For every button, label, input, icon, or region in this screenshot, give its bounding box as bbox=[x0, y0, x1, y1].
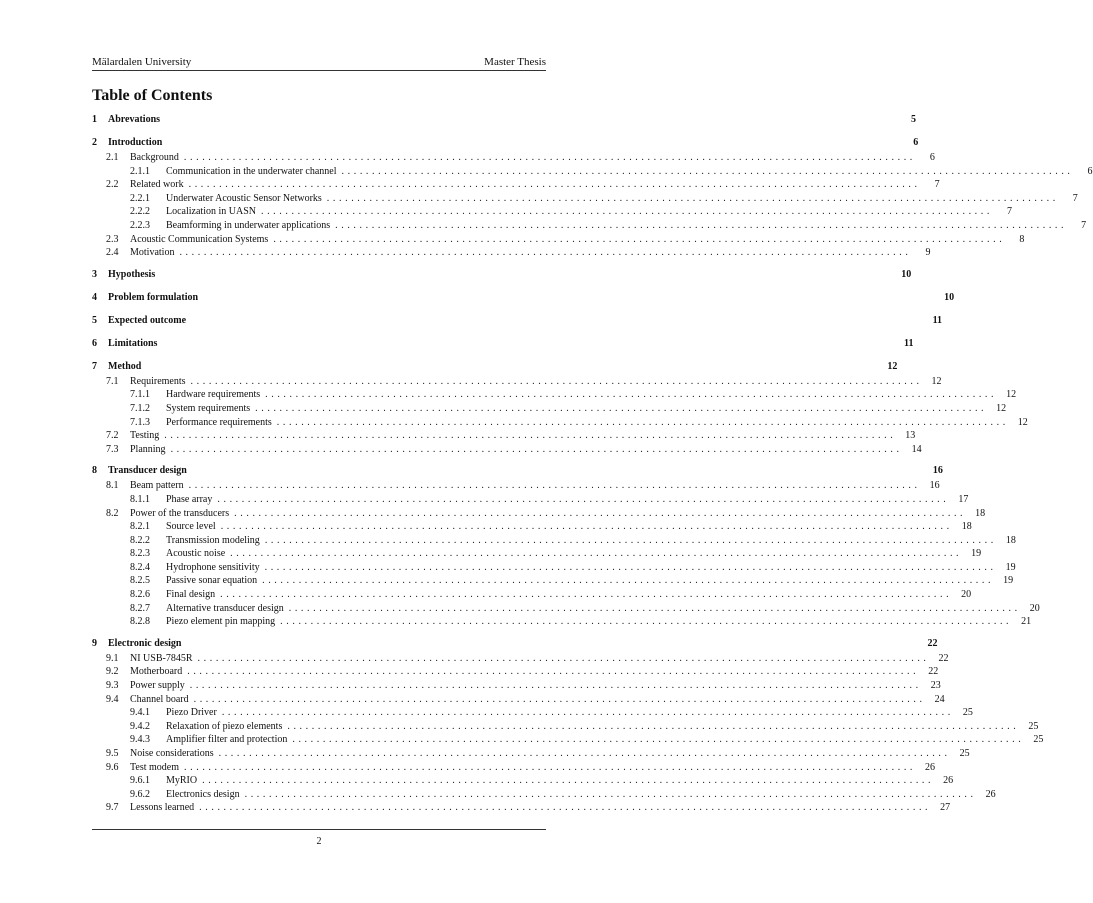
toc-entry-title: Introduction bbox=[108, 137, 163, 148]
toc-entry-number: 9.4 bbox=[106, 693, 119, 705]
toc-subsection[interactable] bbox=[92, 443, 922, 457]
toc-section[interactable] bbox=[92, 112, 917, 128]
toc-entry-number: 8.2.3 bbox=[130, 548, 150, 560]
toc-entry-number: 2.1 bbox=[106, 152, 119, 163]
toc-entry-title: Localization in UASN bbox=[166, 206, 256, 218]
toc-entry-title: Hardware requirements bbox=[166, 389, 261, 401]
toc-entry-title: Electronics design bbox=[166, 788, 240, 800]
dot-leader: ........................................................................................................................ bbox=[170, 443, 903, 455]
toc-subsubsection[interactable] bbox=[92, 192, 1078, 206]
toc-entry-page: 26 bbox=[985, 788, 996, 800]
dot-leader: ........................................................................................................................ bbox=[188, 480, 921, 492]
toc-entry-title: Transducer design bbox=[108, 465, 187, 477]
toc-entry-page: 22 bbox=[928, 666, 939, 678]
toc-subsection[interactable] bbox=[92, 747, 970, 761]
toc-entry-title: Test modem bbox=[130, 761, 180, 773]
toc-entry-page: 22 bbox=[938, 652, 949, 664]
toc-subsubsection[interactable] bbox=[92, 720, 1039, 734]
dot-leader: ........................................................................................................................ bbox=[260, 206, 993, 218]
toc-entry-title: System requirements bbox=[166, 402, 251, 414]
toc-entry-page: 13 bbox=[905, 430, 916, 442]
dot-leader: ........................................................................................................................ bbox=[188, 179, 921, 191]
toc-entry-page: 5 bbox=[911, 114, 917, 125]
toc-entry-title: Communication in the underwater channel bbox=[166, 165, 337, 177]
dot-leader: ........................................................................................................................ bbox=[264, 561, 997, 573]
toc-entry-page: 18 bbox=[975, 507, 986, 519]
toc-subsubsection[interactable] bbox=[92, 602, 1040, 616]
dot-leader: ........................................................................................................................ bbox=[217, 493, 950, 505]
toc-entry-page: 12 bbox=[1006, 389, 1017, 401]
toc-entry-page: 16 bbox=[932, 465, 943, 477]
toc-subsubsection[interactable] bbox=[92, 561, 1016, 575]
toc-entry-title: Passive sonar equation bbox=[166, 575, 258, 587]
toc-entry-page: 11 bbox=[932, 314, 943, 326]
toc-entry-title: Background bbox=[130, 152, 179, 163]
dot-leader: ........................................................................................................................ bbox=[234, 507, 967, 519]
toc-entry-number: 9.5 bbox=[106, 748, 119, 759]
toc-entry-number: 3 bbox=[92, 268, 97, 280]
toc-entry-title: Electronic design bbox=[108, 637, 182, 649]
dot-leader: ........................................................................................................................ bbox=[341, 165, 1074, 177]
toc-entry-page: 12 bbox=[996, 402, 1007, 414]
toc-subsubsection[interactable] bbox=[92, 774, 954, 788]
toc-subsection[interactable] bbox=[92, 479, 940, 493]
dot-leader: ........................................................................................................................ bbox=[202, 775, 935, 787]
toc-entry-title: Problem formulation bbox=[108, 291, 199, 303]
toc-entry-number: 1 bbox=[92, 114, 97, 125]
toc-subsubsection[interactable] bbox=[92, 402, 1007, 416]
toc-subsection[interactable] bbox=[92, 679, 941, 693]
toc-entry-number: 2.2.2 bbox=[130, 206, 150, 218]
dot-leader: ........................................................................................................................ bbox=[193, 693, 926, 705]
toc-entry-title: MyRIO bbox=[166, 775, 198, 787]
toc-entry-number: 8.2.8 bbox=[130, 616, 150, 628]
toc-subsubsection[interactable] bbox=[92, 574, 1014, 588]
toc-entry-title: Expected outcome bbox=[108, 314, 187, 326]
toc-subsubsection[interactable] bbox=[92, 534, 1016, 548]
toc-entry-title: Planning bbox=[130, 443, 166, 455]
toc-subsubsection[interactable] bbox=[92, 493, 969, 507]
toc-entry-page: 16 bbox=[929, 480, 940, 492]
dot-leader: ........................................................................................................................ bbox=[189, 680, 922, 692]
toc-entry-title: Power supply bbox=[130, 680, 185, 692]
dot-leader: ........................................................................................................................ bbox=[255, 402, 988, 414]
toc-entry-number: 9.1 bbox=[106, 652, 119, 664]
toc-entry-page: 22 bbox=[927, 637, 938, 649]
toc-entry-page: 7 bbox=[1072, 192, 1078, 204]
toc-entry-page: 20 bbox=[961, 589, 972, 601]
dot-leader: ........................................................................................................................ bbox=[183, 152, 916, 163]
toc-subsection[interactable] bbox=[92, 375, 942, 389]
toc-section[interactable] bbox=[92, 336, 914, 352]
dot-leader: ........................................................................................................................ bbox=[292, 734, 1025, 746]
dot-leader: ........................................................................................................................ bbox=[221, 707, 954, 719]
dot-leader: ........................................................................................................................ bbox=[288, 602, 1021, 614]
toc-subsection[interactable] bbox=[92, 151, 935, 165]
dot-leader: ........................................................................................................................ bbox=[273, 233, 1006, 245]
toc-entry-title: Noise considerations bbox=[130, 748, 214, 759]
page-number: 2 bbox=[316, 836, 322, 847]
toc-entry-title: Requirements bbox=[130, 375, 186, 387]
toc-entry-number: 2.2.3 bbox=[130, 219, 150, 231]
dot-leader: ........................................................................................................................ bbox=[264, 534, 997, 546]
toc-entry-title: Acoustic Communication Systems bbox=[130, 233, 269, 245]
toc-subsection[interactable] bbox=[92, 693, 945, 707]
toc-entry-title: Limitations bbox=[108, 337, 158, 349]
toc-entry-number: 8 bbox=[92, 465, 97, 477]
toc-entry-title: Phase array bbox=[166, 493, 213, 505]
toc-entry-number: 9.4.2 bbox=[130, 720, 150, 732]
dot-leader: ........................................................................................................................ bbox=[230, 548, 963, 560]
toc-entry-number: 6 bbox=[92, 337, 97, 349]
dot-leader: ........................................................................................................................ bbox=[220, 521, 953, 533]
toc-subsubsection[interactable] bbox=[92, 219, 1087, 233]
toc-subsubsection[interactable] bbox=[92, 788, 996, 802]
toc-entry-number: 2.2 bbox=[106, 179, 119, 191]
toc-entry-page: 25 bbox=[962, 707, 973, 719]
toc-entry-title: Source level bbox=[166, 521, 216, 533]
header-document-type: Master Thesis bbox=[484, 56, 546, 68]
toc-entry-page: 21 bbox=[1021, 616, 1032, 628]
toc-entry-number: 7.1.3 bbox=[130, 416, 150, 428]
toc-subsubsection[interactable] bbox=[92, 388, 1017, 402]
dot-leader: ........................................................................................................................ bbox=[287, 720, 1020, 732]
toc-entry-number: 9.4.1 bbox=[130, 707, 150, 719]
toc-entry-page: 17 bbox=[958, 493, 969, 505]
toc-entry-page: 18 bbox=[1005, 534, 1016, 546]
toc-entry-number: 8.2.1 bbox=[130, 521, 150, 533]
toc-section[interactable] bbox=[92, 359, 898, 375]
toc-entry-page: 8 bbox=[1019, 233, 1025, 245]
dot-leader: ........................................................................................................................ bbox=[326, 192, 1059, 204]
toc-entry-title: Beamforming in underwater applications bbox=[166, 219, 331, 231]
dot-leader: ........................................................................................................................ bbox=[164, 430, 897, 442]
header-rule bbox=[92, 70, 546, 71]
toc-entry-number: 9.6.2 bbox=[130, 788, 150, 800]
toc-entry-title: Acoustic noise bbox=[166, 548, 226, 560]
toc-entry-page: 19 bbox=[1003, 575, 1014, 587]
toc-subsubsection[interactable] bbox=[92, 733, 1044, 747]
toc-entry-number: 9.6 bbox=[106, 761, 119, 773]
toc-entry-title: Motivation bbox=[130, 247, 175, 259]
toc-entry-page: 6 bbox=[1087, 165, 1093, 177]
toc-entry-number: 7.1 bbox=[106, 375, 119, 387]
toc-entry-number: 8.1 bbox=[106, 480, 119, 492]
toc-entry-page: 7 bbox=[934, 179, 940, 191]
toc-entry-title: Beam pattern bbox=[130, 480, 184, 492]
toc-entry-number: 7.3 bbox=[106, 443, 119, 455]
toc-entry-page: 7 bbox=[1081, 219, 1087, 231]
toc-subsection[interactable] bbox=[92, 178, 940, 192]
toc-entry-page: 7 bbox=[1006, 206, 1012, 218]
toc-entry-number: 2.2.1 bbox=[130, 192, 150, 204]
toc-entry-title: Hypothesis bbox=[108, 268, 156, 280]
toc-entry-number: 9.7 bbox=[106, 802, 119, 814]
toc-entry-page: 12 bbox=[931, 375, 942, 387]
dot-leader: ........................................................................................................................ bbox=[190, 375, 923, 387]
toc-entry-page: 18 bbox=[961, 521, 972, 533]
toc-entry-number: 4 bbox=[92, 291, 97, 303]
toc-entry-number: 9.2 bbox=[106, 666, 119, 678]
toc-entry-number: 7.1.1 bbox=[130, 389, 150, 401]
toc-entry-number: 7.2 bbox=[106, 430, 119, 442]
toc-entry-number: 7.1.2 bbox=[130, 402, 150, 414]
toc-entry-number: 9.6.1 bbox=[130, 775, 150, 787]
toc-section[interactable] bbox=[92, 313, 943, 329]
dot-leader: ........................................................................................................................ bbox=[187, 666, 920, 678]
toc-title: Table of Contents bbox=[92, 87, 213, 104]
toc-entry-title: NI USB-7845R bbox=[130, 652, 193, 664]
toc-entry-title: Lessons learned bbox=[130, 802, 195, 814]
toc-subsection[interactable] bbox=[92, 429, 916, 443]
toc-entry-title: Alternative transducer design bbox=[166, 602, 284, 614]
toc-subsubsection[interactable] bbox=[92, 547, 982, 561]
dot-leader: ........................................................................................................................ bbox=[276, 416, 1009, 428]
toc-entry-title: Performance requirements bbox=[166, 416, 272, 428]
toc-entry-title: Relaxation of piezo elements bbox=[166, 720, 283, 732]
running-header bbox=[92, 50, 546, 68]
toc-entry-title: Piezo Driver bbox=[166, 707, 217, 719]
toc-entry-page: 26 bbox=[943, 775, 954, 787]
toc-entry-page: 27 bbox=[940, 802, 951, 814]
toc-entry-page: 25 bbox=[1028, 720, 1039, 732]
dot-leader: ........................................................................................................................ bbox=[262, 575, 995, 587]
toc-entry-number: 8.2.6 bbox=[130, 589, 150, 601]
toc-entry-number: 9 bbox=[92, 637, 97, 649]
toc-entry-number: 7 bbox=[92, 360, 97, 372]
toc-section[interactable] bbox=[92, 135, 919, 151]
toc-section[interactable] bbox=[92, 636, 938, 652]
toc-entry-title: Transmission modeling bbox=[166, 534, 260, 546]
toc-subsubsection[interactable] bbox=[92, 205, 1012, 219]
dot-leader: ........................................................................................................................ bbox=[179, 247, 912, 259]
toc-entry-page: 6 bbox=[929, 152, 935, 163]
toc-entry-title: Method bbox=[108, 360, 142, 372]
footer-rule bbox=[92, 829, 546, 830]
dot-leader: ........................................................................................................................ bbox=[184, 761, 917, 773]
toc-entry-number: 8.2 bbox=[106, 507, 119, 519]
table-of-contents bbox=[92, 112, 1093, 815]
toc-entry-page: 14 bbox=[911, 443, 922, 455]
toc-subsubsection[interactable] bbox=[92, 615, 1032, 629]
toc-subsection[interactable] bbox=[92, 246, 931, 260]
toc-entry-title: Power of the transducers bbox=[130, 507, 230, 519]
toc-entry-number: 9.4.3 bbox=[130, 734, 150, 746]
toc-entry-number: 2.4 bbox=[106, 247, 119, 259]
toc-entry-page: 12 bbox=[887, 360, 898, 372]
toc-section[interactable] bbox=[92, 463, 943, 479]
toc-entry-page: 19 bbox=[1005, 561, 1016, 573]
toc-entry-number: 2 bbox=[92, 137, 97, 148]
toc-entry-page: 10 bbox=[944, 291, 955, 303]
dot-leader: ........................................................................................................................ bbox=[220, 589, 953, 601]
toc-entry-number: 8.2.2 bbox=[130, 534, 150, 546]
header-university: Mälardalen University bbox=[92, 56, 192, 68]
dot-leader: ........................................................................................................................ bbox=[280, 616, 1013, 628]
toc-entry-number: 2.1.1 bbox=[130, 165, 150, 177]
toc-subsubsection[interactable] bbox=[92, 706, 973, 720]
toc-entry-page: 12 bbox=[1017, 416, 1028, 428]
toc-entry-page: 23 bbox=[930, 680, 941, 692]
toc-entry-number: 8.2.5 bbox=[130, 575, 150, 587]
toc-entry-title: Channel board bbox=[130, 693, 189, 705]
toc-entry-title: Final design bbox=[166, 589, 216, 601]
toc-entry-number: 8.1.1 bbox=[130, 493, 150, 505]
toc-entry-page: 26 bbox=[925, 761, 936, 773]
toc-section[interactable] bbox=[92, 290, 955, 306]
toc-entry-page: 25 bbox=[959, 748, 970, 759]
dot-leader: ........................................................................................................................ bbox=[218, 748, 951, 759]
toc-subsection[interactable] bbox=[92, 652, 949, 666]
toc-entry-page: 19 bbox=[971, 548, 982, 560]
toc-entry-title: Testing bbox=[130, 430, 160, 442]
toc-subsection[interactable] bbox=[92, 761, 936, 775]
toc-entry-title: Piezo element pin mapping bbox=[166, 616, 276, 628]
toc-entry-title: Hydrophone sensitivity bbox=[166, 561, 260, 573]
toc-entry-number: 5 bbox=[92, 314, 97, 326]
toc-entry-number: 2.3 bbox=[106, 233, 119, 245]
toc-entry-number: 9.3 bbox=[106, 680, 119, 692]
toc-entry-page: 24 bbox=[934, 693, 945, 705]
toc-subsubsection[interactable] bbox=[92, 416, 1028, 430]
dot-leader: ........................................................................................................................ bbox=[199, 802, 932, 814]
toc-entry-page: 25 bbox=[1033, 734, 1044, 746]
toc-section[interactable] bbox=[92, 267, 912, 283]
dot-leader: ........................................................................................................................ bbox=[335, 219, 1068, 231]
toc-subsubsection[interactable] bbox=[92, 588, 972, 602]
toc-subsection[interactable] bbox=[92, 801, 951, 815]
toc-entry-page: 20 bbox=[1029, 602, 1040, 614]
toc-entry-page: 9 bbox=[925, 247, 931, 259]
toc-subsubsection[interactable] bbox=[92, 520, 972, 534]
dot-leader: ........................................................................................................................ bbox=[265, 389, 998, 401]
toc-entry-number: 8.2.4 bbox=[130, 561, 150, 573]
toc-subsection[interactable] bbox=[92, 665, 939, 679]
toc-entry-page: 6 bbox=[913, 137, 919, 148]
toc-entry-page: 10 bbox=[901, 268, 912, 280]
dot-leader: ........................................................................................................................ bbox=[244, 788, 977, 800]
toc-entry-page: 11 bbox=[904, 337, 914, 349]
toc-entry-title: Motherboard bbox=[130, 666, 183, 678]
toc-subsubsection[interactable] bbox=[92, 165, 1093, 179]
toc-subsection[interactable] bbox=[92, 507, 986, 521]
toc-entry-number: 8.2.7 bbox=[130, 602, 150, 614]
toc-subsection[interactable] bbox=[92, 233, 1025, 247]
dot-leader: ........................................................................................................................ bbox=[197, 652, 930, 664]
toc-entry-title: Underwater Acoustic Sensor Networks bbox=[166, 192, 322, 204]
toc-entry-title: Amplifier filter and protection bbox=[166, 734, 288, 746]
toc-entry-title: Related work bbox=[130, 179, 184, 191]
toc-entry-title: Abrevations bbox=[108, 114, 161, 125]
